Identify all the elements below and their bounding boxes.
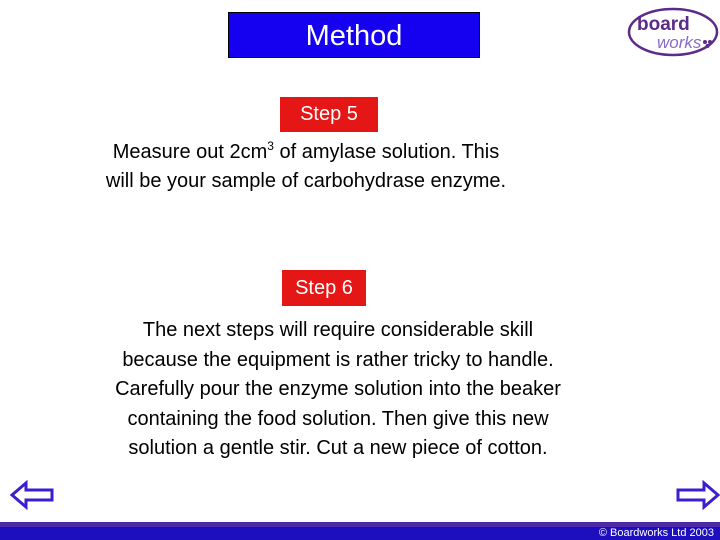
step-5-superscript: 3 [267, 139, 274, 153]
step-5-badge [280, 97, 378, 132]
step-6-label: Step 6 [295, 276, 353, 299]
step-5-label: Step 5 [300, 103, 358, 125]
step-6-instructions: The next steps will require considerable skill because the equipment is rather tricky to handle. Carefully pour the enzyme solution into the beaker containing the food solution. Then give this new solution a gentle stir. Cut a new piece of cotton. [115, 319, 561, 459]
step-5-text-after: of amylase solution. This will be your sample of carbohydrase enzyme. [105, 141, 507, 192]
step-6-badge [282, 270, 366, 306]
copyright-text: © Boardworks Ltd 2003 [598, 527, 714, 539]
boardworks-logo [627, 6, 719, 58]
step-5-text-before: Measure out 2cm [112, 141, 268, 163]
slide-title [228, 12, 480, 58]
step-5-instructions [58, 138, 554, 196]
logo-word-works: works [657, 33, 702, 52]
slide-title-text: Method [305, 19, 403, 52]
arrow-right-icon[interactable] [676, 480, 720, 510]
logo-word-board: board [637, 14, 690, 35]
arrow-left-icon[interactable] [10, 480, 54, 510]
